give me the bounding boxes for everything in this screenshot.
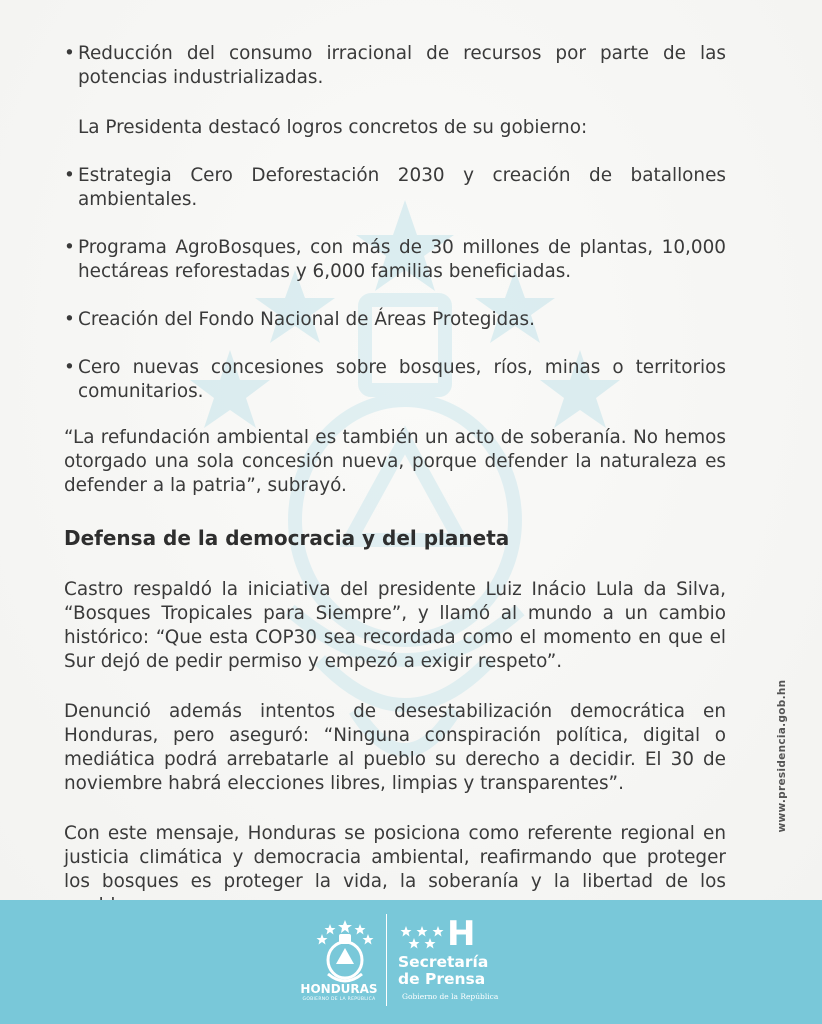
footer-divider (386, 914, 387, 1006)
intro-text: La Presidenta destacó logros concretos de su gobierno: (78, 117, 588, 138)
secretaria-subtitle: Gobierno de la República (402, 992, 499, 1001)
secretaria-title (398, 954, 488, 988)
bullet-agrobosques: • Programa AgroBosques, con más de 30 millones de plantas, 10,000 hectáreas reforestadas y 6,000 familias beneficiadas. (64, 236, 726, 284)
section-heading: Defensa de la democracia y del planeta (64, 526, 510, 550)
bullet-deforestation: • Estrategia Cero Deforestación 2030 y creación de batallones ambientales. (64, 164, 726, 212)
article-body (64, 42, 726, 918)
paragraph-conclusion: Con este mensaje, Honduras se posiciona como referente regional en justicia climática y democracia ambiental, reafirmando que proteger los bosques es proteger la vida, la soberanía y la libertad de los (64, 823, 726, 892)
secretaria-h-logo: H (447, 914, 476, 954)
secretaria-title-line2: de Prensa (398, 970, 486, 988)
honduras-sublabel: GOBIERNO DE LA REPÚBLICA (302, 997, 376, 1002)
honduras-label: HONDURAS (300, 982, 378, 996)
bullet-consumption: • Reducción del consumo irracional de recursos por parte de las potencias industrializadas. (64, 42, 726, 90)
footer-banner (0, 900, 822, 1024)
side-website-url[interactable]: www.presidencia.gob.hn (776, 679, 788, 833)
secretaria-title-line1: Secretaría (398, 953, 489, 971)
quote-paragraph: “La refundación ambiental es también un acto de soberanía. No hemos otorgado una sola concesión nueva, porque defender la naturaleza es defender a la patria”, subrayó. (64, 427, 726, 496)
bullet-concesiones: • Cero nuevas concesiones sobre bosques, ríos, minas o territorios comunitarios. (64, 356, 726, 404)
bullet-fondo: • Creación del Fondo Nacional de Áreas Protegidas. (64, 308, 726, 332)
honduras-coat-of-arms-icon (300, 918, 390, 988)
paragraph-lula: Castro respaldó la iniciativa del presidente Luiz Inácio Lula da Silva, “Bosques Tropicales para Siempre”, y llamó al mundo a un cambio histórico: “Que esta COP30 sea recordada como el momento en que el Sur dejó de pedir permiso y empezó a exigir respeto”. (64, 579, 726, 672)
paragraph-democracia: Denunció además intentos de desestabilización democrática en Honduras, pero aseguró: “Ninguna conspiración política, digital o mediática podrá arrebatarle al pueblo su derecho a decidir. El 30 de noviembre habrá elecciones libres, limpias y transparentes”. (64, 701, 726, 794)
stars-icon (398, 924, 446, 952)
